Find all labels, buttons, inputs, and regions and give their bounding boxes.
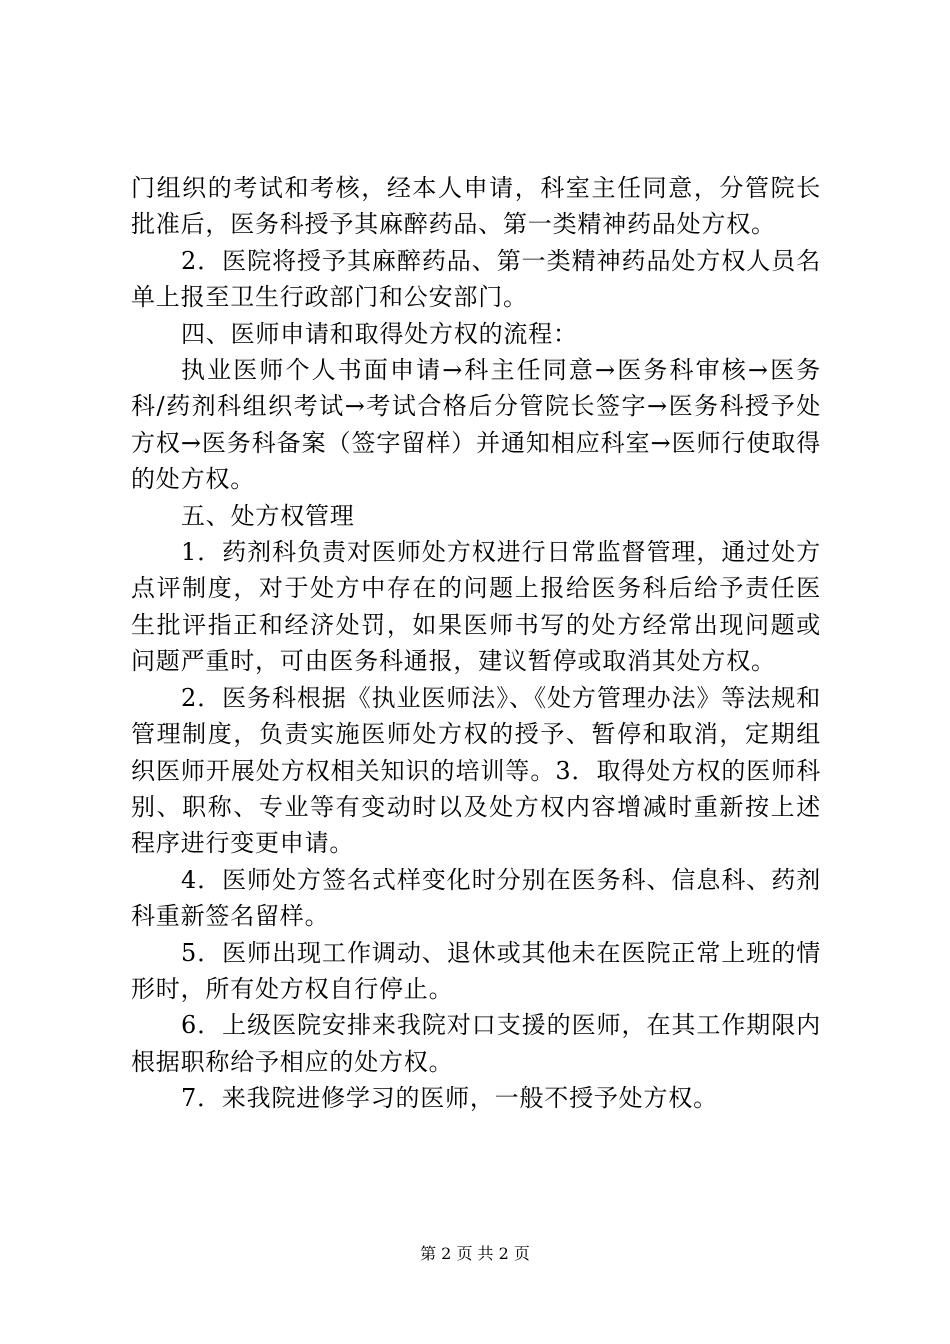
paragraph-item-4-signature: 4．医师处方签名式样变化时分别在医务科、信息科、药剂科重新签名留样。 (131, 865, 821, 931)
document-body (131, 170, 821, 1117)
paragraph-item-6-support: 6．上级医院安排来我院对口支援的医师，在其工作期限内根据职称给予相应的处方权。 (131, 1011, 821, 1076)
paragraph-process-flow: 执业医师个人书面申请→科主任同意→医务科审核→医务科/药剂科组织考试→考试合格后分管院长签字→医务科授予处方权→医务科备案（签字留样）并通知相应科室→医师行使取得的处方权。 (131, 356, 821, 494)
paragraph-item-5-termination: 5．医师出现工作调动、退休或其他未在医院正常上班的情形时，所有处方权自行停止。 (131, 938, 821, 1003)
paragraph-item-2-3-management: 2．医务科根据《执业医师法》、《处方管理办法》等法规和管理制度，负责实施医师处方权的授予、暂停和取消，定期组织医师开展处方权相关知识的培训等。3．取得处方权的医师科别、职称、专业等有变动时以及处方权内容增减时重新按上述程序进行变更申请。 (131, 683, 821, 858)
section-heading-4: 四、医师申请和取得处方权的流程： (181, 319, 578, 348)
paragraph-continuation: 门组织的考试和考核，经本人申请，科室主任同意，分管院长批准后，医务科授予其麻醉药品、第一类精神药品处方权。 (131, 174, 821, 239)
paragraph-item-7-trainee: 7．来我院进修学习的医师，一般不授予处方权。 (181, 1084, 718, 1113)
section-heading-5: 五、处方权管理 (181, 501, 355, 530)
page-footer: 第 2 页 共 2 页 (420, 1244, 530, 1263)
paragraph-item-2-report: 2．医院将授予其麻醉药品、第一类精神药品处方权人员名单上报至卫生行政部门和公安部门。 (131, 246, 821, 312)
paragraph-item-1-supervision: 1．药剂科负责对医师处方权进行日常监督管理，通过处方点评制度，对于处方中存在的问题上报给医务科后给予责任医生批评指正和经济处罚，如果医师书写的处方经常出现问题或问题严重时，可由医务科通报，建议暂停或取消其处方权。 (131, 538, 821, 676)
